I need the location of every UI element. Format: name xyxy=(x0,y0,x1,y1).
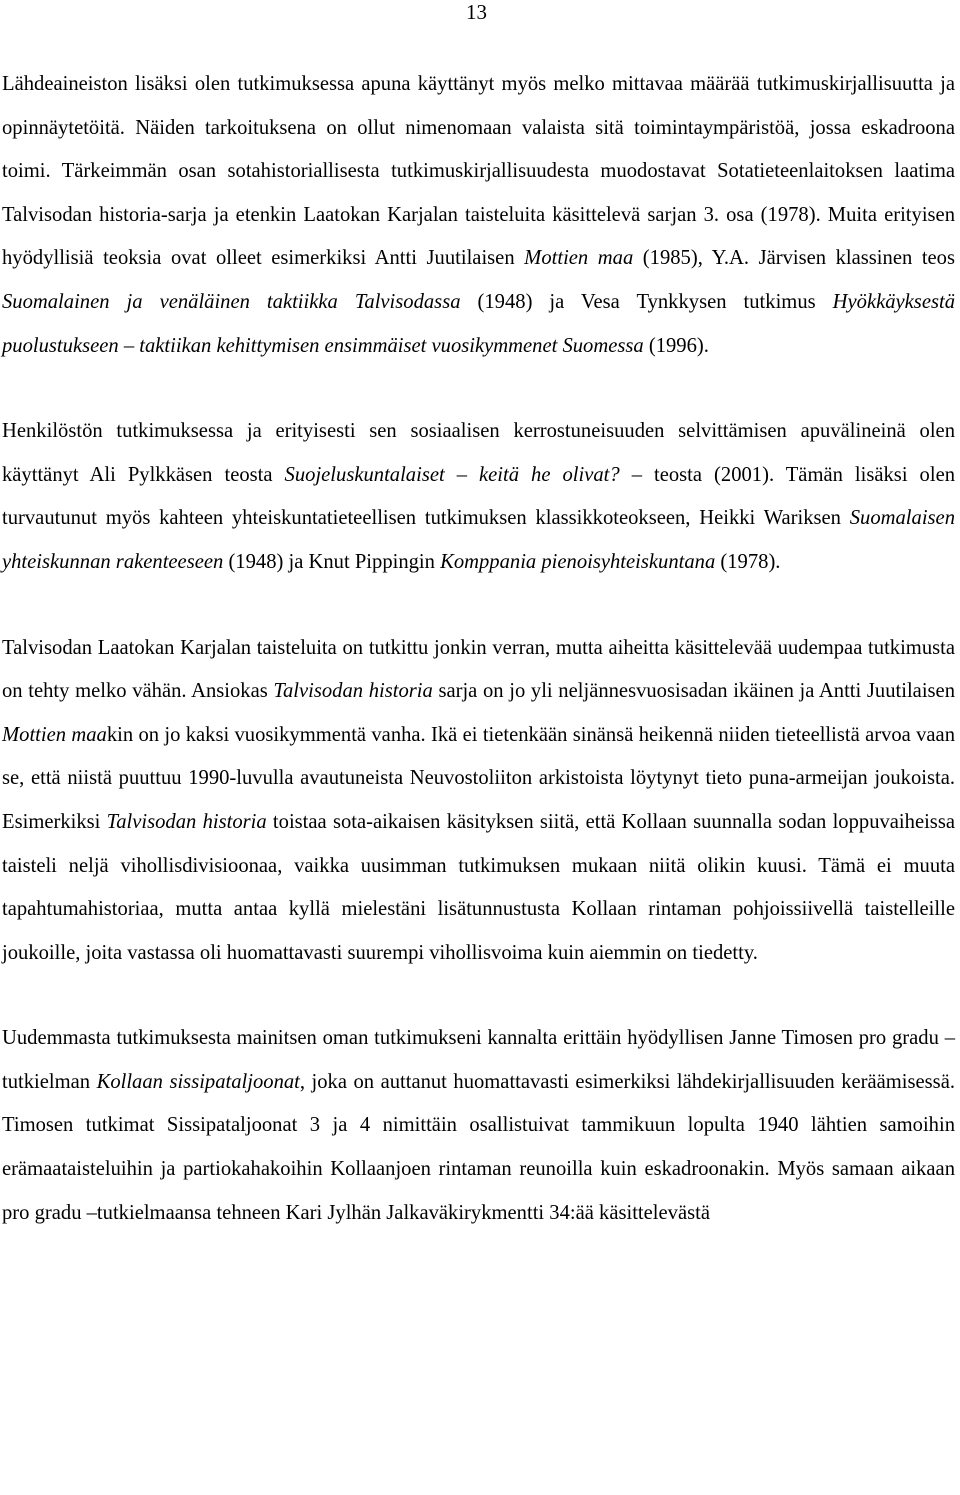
italic-title: Mottien maa xyxy=(524,247,634,270)
paragraph-personnel xyxy=(2,410,955,584)
italic-title: Suomalainen ja venäläinen taktiikka Talvisodassa xyxy=(2,290,461,313)
text-run: (1978). xyxy=(715,550,781,573)
text-run: Lähdeaineiston lisäksi olen tutkimuksessa apuna käyttänyt myös melko mittavaa määrää tutkimuskirjallisuutta ja opinnäytetöitä. Näiden tarkoituksena on ollut nimenomaan valaista sitä toimintaympäristöä, jossa eskadroona toimi. Tärkeimmän osan sotahistoriallisesta tutkimuskirjallisuudesta muodostavat Sotatieteenlaitoksen laatima Talvisodan historia-sarja ja etenkin Laatokan Karjalan taisteluita käsittelevä sarjan 3. osa (1978). Muita erityisen hyödyllisiä teoksia ovat olleet esimerkiksi Antti Juutilaisen xyxy=(2,73,955,270)
italic-title: Kollaan sissipataljoonat xyxy=(96,1070,300,1093)
text-run: (1985), Y.A. Järvisen klassinen teos xyxy=(633,247,955,270)
italic-title: Suomalaisen yhteiskunnan rakenteeseen xyxy=(2,507,955,573)
text-run: (1948) ja Knut Pippingin xyxy=(223,550,441,573)
text-run: (1948) ja Vesa Tynkkysen tutkimus xyxy=(460,290,833,313)
text-run: , joka on auttanut huomattavasti esimerkiksi lähdekirjallisuuden keräämisessä. Timosen tutkimat Sissipataljoonat 3 ja 4 nimittäin osallistuivat tammikuun lopulta 1940 lähtien samoihin erämaataisteluihin ja partiokahakoihin Kollaanjoen rintaman reunoilla kuin eskadroonakin. Myös samaan aikaan pro gradu –tutkielmaansa tehneen Kari Jylhän Jalkaväkirykmentti 34:ää käsittelevästä xyxy=(2,1070,955,1224)
document-body xyxy=(2,63,955,1235)
italic-title: Mottien maa xyxy=(2,723,107,746)
text-run: Henkilöstön tutkimuksessa ja erityisesti sen sosiaalisen kerrostuneisuuden selvittämisen apuvälineinä olen käyttänyt Ali Pylkkäsen teosta xyxy=(2,420,955,486)
text-run: – teosta (2001). Tämän lisäksi olen turvautunut myös kahteen yhteiskuntatieteellisen tutkimuksen klassikkoteokseen, Heikki Wariksen xyxy=(2,463,956,530)
paragraph-sources xyxy=(2,63,955,368)
italic-title: Hyökkäyksestä puolustukseen – taktiikan kehittymisen ensimmäiset vuosikymmenet Suomessa xyxy=(2,290,955,357)
text-run: kin on jo kaksi vuosikymmentä vanha. Ikä ei tietenkään sinänsä heikennä niiden tieteellistä arvoa vaan se, että niistä puuttuu 1990-luvulla avautuneista Neuvostoliiton arkistoista löytynyt tieto puna-armeijan joukoista. Esimerkiksi xyxy=(2,723,955,833)
italic-title: Komppania pienoisyhteiskuntana xyxy=(440,550,716,573)
text-run: Uudemmasta tutkimuksesta mainitsen oman tutkimukseni kannalta erittäin hyödyllisen Janne Timosen pro gradu –tutkielman xyxy=(2,1027,955,1093)
italic-title: Talvisodan historia xyxy=(273,680,433,703)
text-run: (1996). xyxy=(643,334,709,357)
text-run: toistaa sota-aikaisen käsityksen siitä, että Kollaan suunnalla sodan loppuvaiheissa taisteli neljä vihollisdivisioonaa, vaikka uusimman tutkimuksen mukaan niitä olikin kuusi. Tämä ei muuta tapahtumahistoriaa, mutta antaa kyllä mielestäni lisätunnustusta Kollaan rintaman pohjoissiivellä taistelleille joukoille, joita vastassa oli huomattavasti suurempi vihollisvoima kuin aiemmin on tiedetty. xyxy=(2,810,955,964)
paragraph-recent-research xyxy=(2,1017,955,1235)
text-run: Talvisodan Laatokan Karjalan taisteluita on tutkittu jonkin verran, mutta aiheitta käsittelevää uudempaa tutkimusta on tehty melko vähän. Ansiokas xyxy=(2,636,955,703)
text-run: sarja on jo yli neljännesvuosisadan ikäinen ja Antti Juutilaisen xyxy=(432,680,955,703)
page-number: 13 xyxy=(466,0,487,24)
italic-title: Talvisodan historia xyxy=(106,810,267,833)
italic-title: Suojeluskuntalaiset – keitä he olivat? xyxy=(284,463,620,486)
paragraph-ladoga-research xyxy=(2,627,955,976)
